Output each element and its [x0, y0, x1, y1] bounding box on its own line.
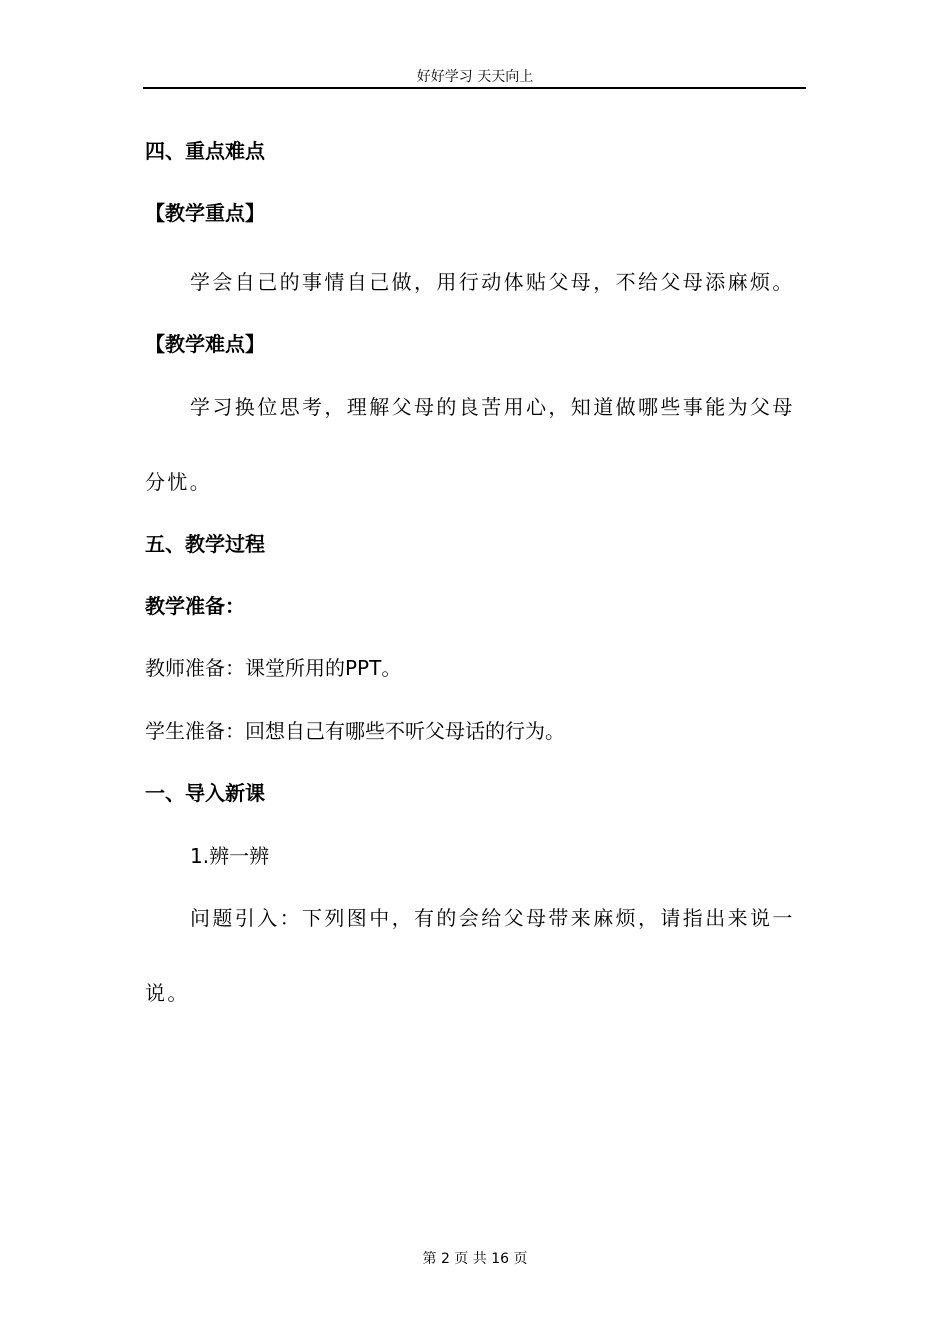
activity-item-1: 1.辨一辨: [190, 844, 270, 868]
question-text-line2: 说。: [145, 981, 190, 1005]
question-text-line1: 问题引入：下列图中，有的会给父母带来麻烦，请指出来说一: [190, 906, 795, 930]
teaching-difficulty-text-line2: 分忧。: [145, 470, 213, 494]
student-preparation-text: 学生准备：回想自己有哪些不听父母话的行为。: [145, 719, 565, 743]
teaching-focus-text: 学会自己的事情自己做，用行动体贴父母，不给父母添麻烦。: [190, 270, 795, 294]
subsection-heading-intro: 一、导入新课: [145, 781, 265, 805]
section-heading-key-difficult: 四、重点难点: [145, 139, 265, 163]
label-teaching-preparation: 教学准备：: [145, 594, 245, 618]
page-number-footer: 第 2 页 共 16 页: [422, 1251, 528, 1267]
teaching-difficulty-text-line1: 学习换位思考，理解父母的良苦用心，知道做哪些事能为父母: [190, 395, 795, 419]
header-divider: [143, 87, 806, 89]
label-teaching-difficulty: 【教学难点】: [145, 332, 265, 356]
label-teaching-focus: 【教学重点】: [145, 201, 265, 225]
page-header: 好好学习 天天向上: [416, 69, 534, 85]
section-heading-teaching-process: 五、教学过程: [145, 532, 265, 556]
teacher-preparation-text: 教师准备：课堂所用的PPT。: [145, 656, 402, 680]
